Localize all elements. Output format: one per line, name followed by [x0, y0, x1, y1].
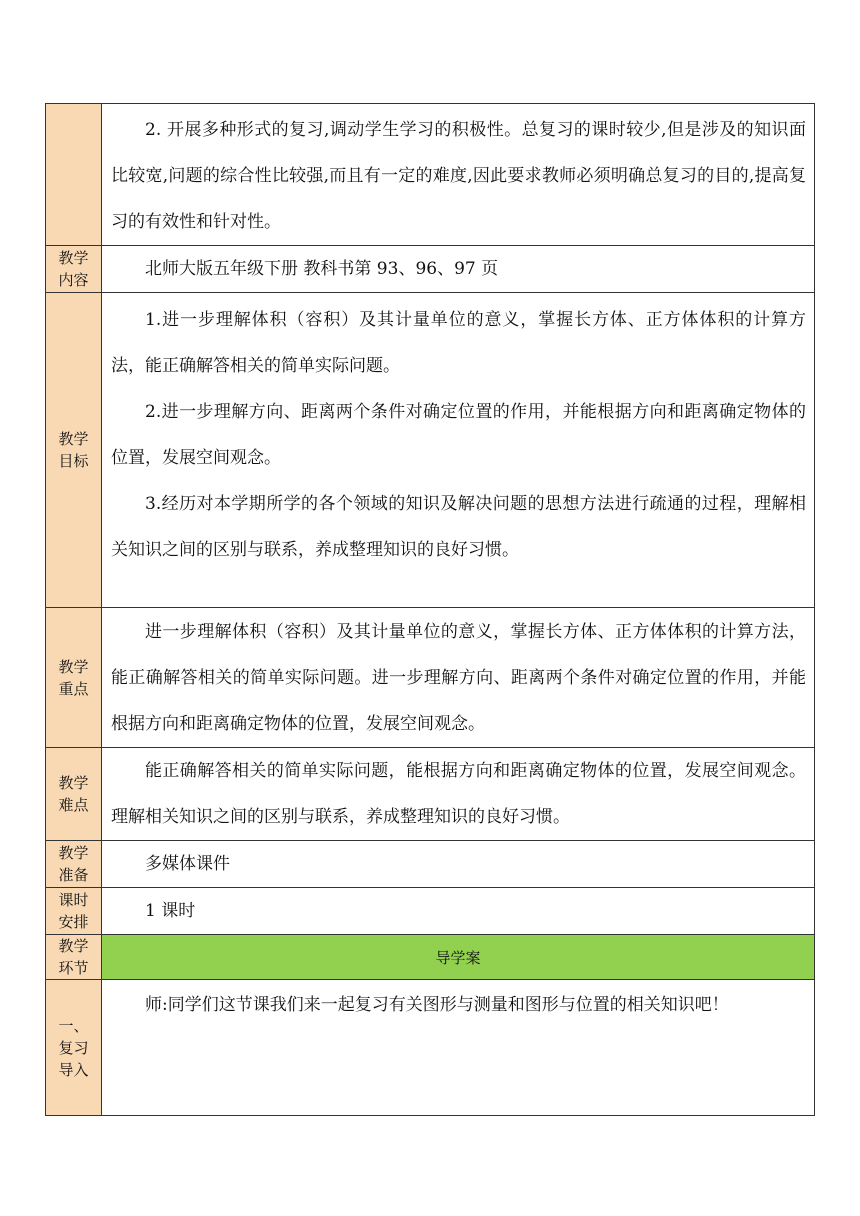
row-label-preparation [46, 841, 102, 888]
table-row [46, 841, 815, 888]
label-line: 一、 [58, 1016, 89, 1035]
row-label-schedule [46, 888, 102, 935]
row-label-content [46, 246, 102, 293]
table-row [46, 246, 815, 293]
content-text: 北师大版五年级下册 教科书第 93、96、97 页 [145, 259, 499, 279]
label-line: 难点 [58, 796, 89, 814]
table-row [46, 980, 815, 1116]
label-line: 教学 [58, 774, 89, 792]
row-label-goals [46, 293, 102, 608]
label-line: 准备 [58, 866, 89, 884]
label-line: 安排 [58, 913, 89, 931]
schedule-cell [102, 888, 815, 935]
table-row [46, 935, 815, 980]
key-points-cell [102, 608, 815, 748]
goal-item: 1.进一步理解体积（容积）及其计量单位的意义，掌握长方体、正方体体积的计算方法，能正确解答相关的简单实际问题。 [111, 310, 806, 376]
row-label-review [46, 980, 102, 1116]
section-header: 导学案 [102, 935, 815, 980]
row-label-key-points [46, 608, 102, 748]
table-row [46, 104, 815, 246]
label-line: 教学 [58, 844, 89, 862]
label-line: 重点 [58, 679, 89, 698]
label-line: 目标 [58, 452, 89, 470]
preparation-text: 多媒体课件 [145, 854, 230, 874]
label-line: 课时 [58, 891, 89, 909]
review-text: 师:同学们这节课我们来一起复习有关图形与测量和图形与位置的相关知识吧！ [145, 995, 729, 1015]
goal-item: 2.进一步理解方向、距离两个条件对确定位置的作用，并能根据方向和距离确定物体的位置，发展空间观念。 [111, 402, 806, 468]
label-line: 教学 [58, 249, 89, 267]
lesson-plan-table [45, 103, 815, 1116]
table-row [46, 748, 815, 841]
intro-text: 2. 开展多种形式的复习,调动学生学习的积极性。总复习的课时较少,但是涉及的知识面比较宽,问题的综合性比较强,而且有一定的难度,因此要求教师必须明确总复习的目的,提高复习的有效性和针对性。 [111, 120, 806, 232]
row-label-empty [46, 104, 102, 246]
label-line: 教学 [58, 657, 89, 676]
label-line: 环节 [58, 959, 89, 977]
row-label-difficulties [46, 748, 102, 841]
table-row [46, 293, 815, 608]
goals-cell [102, 293, 815, 608]
schedule-text: 1 课时 [145, 901, 196, 921]
key-points-text: 进一步理解体积（容积）及其计量单位的意义，掌握长方体、正方体体积的计算方法，能正确解答相关的简单实际问题。进一步理解方向、距离两个条件对确定位置的作用，并能根据方向和距离确定物体的位置，发展空间观念。 [111, 622, 806, 734]
difficulties-cell [102, 748, 815, 841]
table-row [46, 888, 815, 935]
table-row [46, 608, 815, 748]
label-line: 教学 [58, 937, 89, 955]
preparation-cell [102, 841, 815, 888]
intro-cell [102, 104, 815, 246]
review-cell [102, 980, 815, 1116]
content-cell [102, 246, 815, 293]
row-label-stage [46, 935, 102, 980]
difficulties-text: 能正确解答相关的简单实际问题，能根据方向和距离确定物体的位置，发展空间观念。理解相关知识之间的区别与联系，养成整理知识的良好习惯。 [111, 761, 806, 827]
label-line: 教学 [58, 430, 89, 448]
label-line: 导入 [58, 1060, 89, 1079]
label-line: 内容 [58, 271, 89, 289]
goal-item: 3.经历对本学期所学的各个领域的知识及解决问题的思想方法进行疏通的过程，理解相关知识之间的区别与联系，养成整理知识的良好习惯。 [111, 494, 806, 560]
label-line: 复习 [58, 1038, 89, 1057]
